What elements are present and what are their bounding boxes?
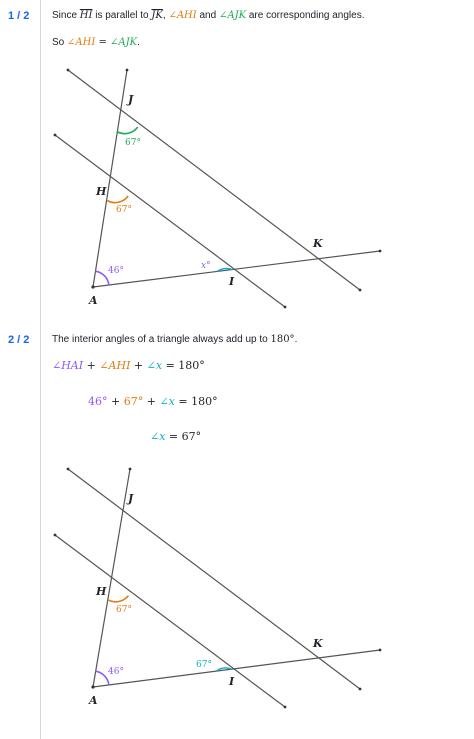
step1-corresponding: are corresponding angles. [246, 10, 365, 21]
label-k: K [313, 237, 323, 250]
point-end-2-4 [284, 706, 287, 709]
angle-arc-h-2 [108, 596, 129, 602]
angle-label-a-2: 46° [108, 667, 124, 677]
equation-line-3 [150, 430, 201, 444]
conclusion-dot: . [137, 37, 140, 48]
line-hi [55, 135, 285, 307]
angle-label-i-2: 67° [196, 660, 212, 670]
point-end-2-3 [54, 534, 57, 537]
eq2-46: 46° [88, 395, 108, 408]
angle-arc-h [107, 196, 128, 203]
step1-comma: , [162, 10, 169, 21]
angle-arc-a [96, 271, 109, 285]
label-a: A [89, 294, 98, 307]
step2-sentence [52, 333, 297, 347]
eq2-angle-x: ∠x [159, 395, 175, 408]
angle-label-h-2: 67° [116, 605, 132, 615]
line-hi-2 [55, 535, 285, 707]
step-number-1: 1 / 2 [8, 10, 30, 22]
step1-since: Since [52, 10, 80, 21]
angle-label-i: x° [201, 261, 211, 271]
point-end-1 [67, 69, 70, 72]
conclusion-rhs: ∠AJK [110, 37, 138, 48]
angle-label-a: 46° [108, 266, 124, 276]
step1-so: So [52, 37, 68, 48]
label-h: H [96, 185, 107, 198]
line-aj-transversal [93, 70, 127, 287]
point-end-6 [379, 250, 382, 253]
angle-arc-a-2 [96, 671, 109, 685]
eq1-rhs: = 180° [162, 359, 205, 372]
angle-arc-j [117, 127, 138, 134]
line-ak [93, 251, 380, 287]
eq1-plus-1: + [83, 359, 100, 372]
eq2-plus-1: + [107, 395, 124, 408]
point-end-4 [284, 306, 287, 309]
angle-label-j: 67° [125, 138, 141, 148]
point-a-2 [91, 685, 94, 688]
label-i-2: I [229, 675, 235, 688]
point-end-2 [126, 69, 129, 72]
eq1-angle-ahi: ∠AHI [99, 359, 131, 372]
eq3-rhs: = 67° [165, 430, 202, 443]
line-jk [68, 70, 360, 290]
eq1-angle-x: ∠x [146, 359, 163, 372]
angle-ahi-text: ∠AHI [168, 10, 197, 21]
eq2-rhs: = 180° [174, 395, 218, 408]
point-end-2-5 [359, 688, 362, 691]
label-j: J [128, 93, 134, 106]
equation-line-1 [52, 359, 205, 373]
conclusion-equals: = [95, 37, 111, 48]
eq1-plus-2: + [130, 359, 147, 372]
point-end-2-6 [379, 649, 382, 652]
step2-intro-value: 180° [270, 334, 295, 345]
equation-line-2 [88, 395, 218, 409]
label-j-2: J [128, 492, 134, 505]
point-end-2-2 [129, 468, 132, 471]
point-end-2-1 [67, 468, 70, 471]
line-ak-2 [93, 650, 380, 687]
conclusion-lhs: ∠AHI [67, 37, 96, 48]
diagram-step2 [54, 468, 382, 709]
label-i: I [229, 275, 235, 288]
point-end-5 [359, 289, 362, 292]
point-a [91, 285, 94, 288]
angle-ajk-text: ∠AJK [218, 10, 247, 21]
eq3-angle-x: ∠x [150, 430, 166, 443]
angle-label-h: 67° [116, 205, 132, 215]
step-number-2: 2 / 2 [8, 334, 30, 346]
label-h-2: H [96, 585, 107, 598]
segment-jk: $\overline{JK}$ [151, 10, 163, 21]
eq1-angle-hai: ∠HAI [52, 359, 84, 372]
diagram-step1 [54, 69, 382, 309]
step2-intro: The interior angles of a triangle always add up to [52, 334, 271, 345]
label-a-2: A [89, 694, 98, 707]
step1-parallel-text: is parallel to [92, 10, 152, 21]
eq2-67: 67° [123, 395, 144, 408]
step1-and: and [196, 10, 219, 21]
eq2-plus-2: + [143, 395, 160, 408]
label-k-2: K [313, 637, 323, 650]
segment-hi: $\overline{HI}$ [79, 10, 93, 21]
step2-intro-dot: . [294, 334, 298, 345]
point-end-3 [54, 134, 57, 137]
